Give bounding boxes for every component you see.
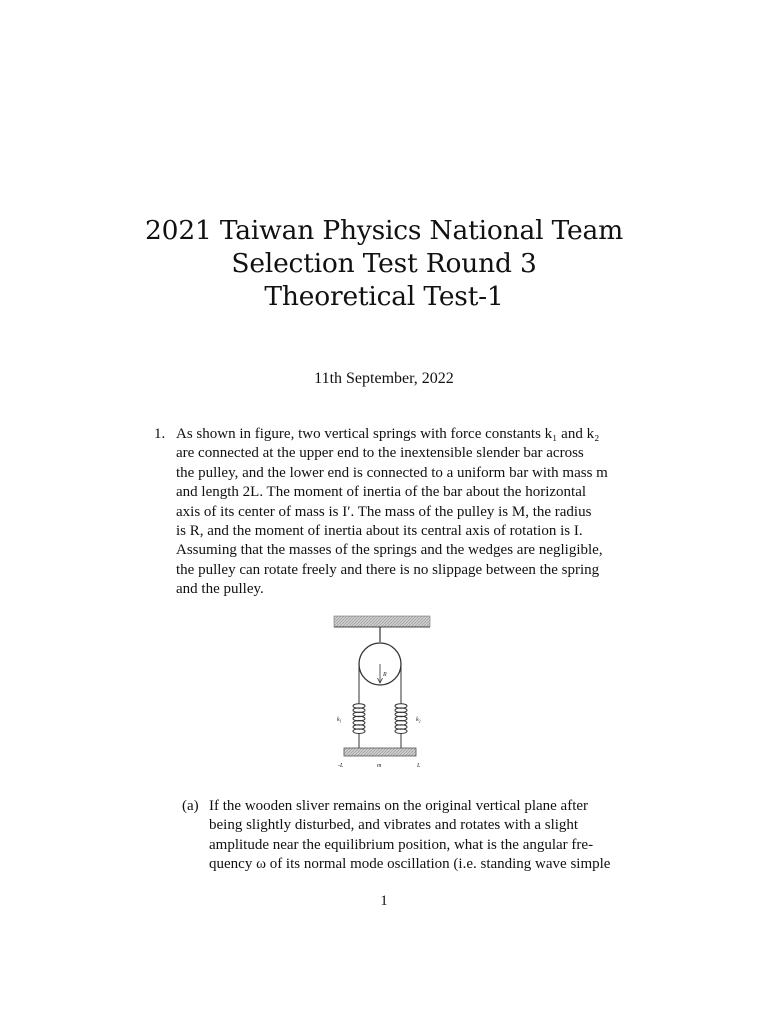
uniform-bar xyxy=(344,748,416,756)
problem-line: is R, and the moment of inertia about its central axis of rotation is I. xyxy=(176,523,583,540)
right-spring xyxy=(395,704,407,734)
left-spring xyxy=(353,704,365,734)
title-line-3: Theoretical Test-1 xyxy=(264,281,504,312)
subpart-line: If the wooden sliver remains on the original vertical plane after xyxy=(209,798,589,814)
bar-left-label: -L xyxy=(338,763,344,769)
ceiling xyxy=(334,616,430,627)
subpart-line: being slightly disturbed, and vibrates and rotates with a slight xyxy=(209,817,579,834)
problem-text xyxy=(176,425,630,600)
problem-line: the pulley, and the lower end is connected to a uniform bar with mass m xyxy=(176,464,608,481)
bar-right-label: L xyxy=(417,763,421,769)
pulley-spring-figure xyxy=(330,612,434,772)
paper-title xyxy=(0,214,768,313)
subpart-line: quency ω of its normal mode oscillation (i.e. standing wave simple xyxy=(209,856,611,873)
problem-line: Assuming that the masses of the springs and the wedges are negligible, xyxy=(176,542,603,559)
problem-line: are connected at the upper end to the inextensible slender bar across xyxy=(176,445,584,462)
problem-line: axis of its center of mass is I′. The mass of the pulley is M, the radius xyxy=(176,503,592,520)
subpart-text xyxy=(209,797,630,875)
title-line-1: 2021 Taiwan Physics National Team xyxy=(145,215,623,246)
problem-line: As shown in figure, two vertical springs with force constants k₁ and k₂ xyxy=(176,426,600,442)
title-line-2: Selection Test Round 3 xyxy=(231,248,537,279)
bar-mass-label: m xyxy=(377,763,382,769)
problem-line: the pulley can rotate freely and there is no slippage between the spring xyxy=(176,561,600,578)
subpart-a xyxy=(182,797,630,875)
spring-k1-label: $k_1$ xyxy=(337,717,342,724)
subpart-label: (a) xyxy=(182,798,199,814)
problem-line: and the pulley. xyxy=(176,581,264,598)
paper-date: 11th September, 2022 xyxy=(314,370,454,387)
problem-line: and length 2L. The moment of inertia of the bar about the horizontal xyxy=(176,484,587,501)
problem-1 xyxy=(154,425,630,600)
subpart-line: amplitude near the equilibrium position, what is the angular fre- xyxy=(209,836,594,853)
radius-label: R xyxy=(383,672,387,678)
page-number: 1 xyxy=(380,893,388,909)
problem-number: 1. xyxy=(154,426,166,442)
spring-k2-label: $k_2$ xyxy=(416,717,421,724)
